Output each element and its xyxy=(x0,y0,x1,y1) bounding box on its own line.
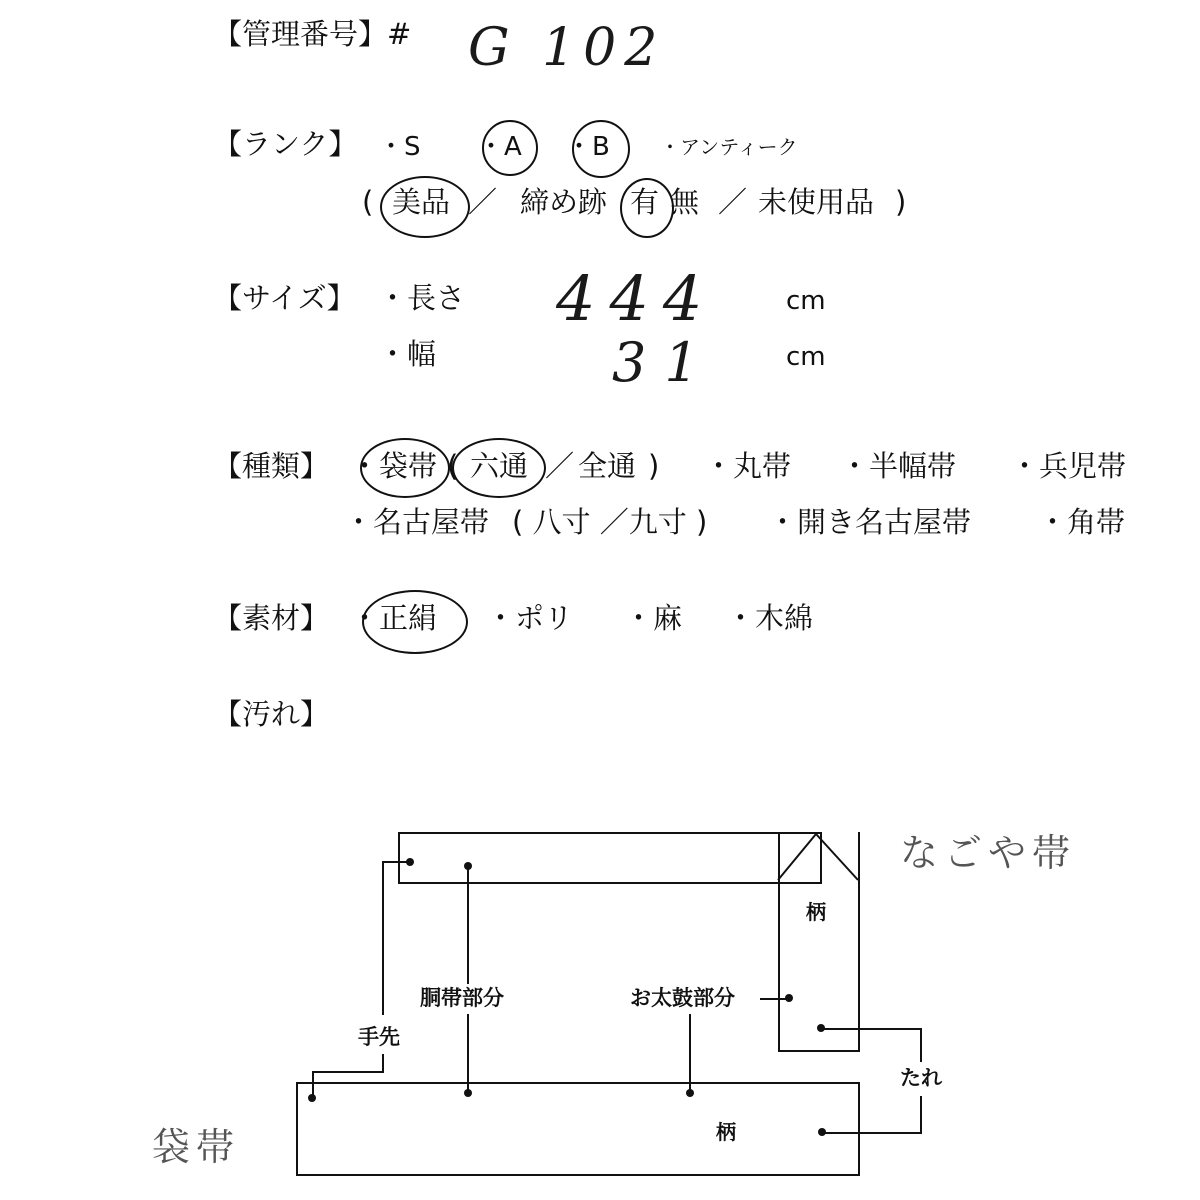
rank-option-s: ・S xyxy=(378,132,421,162)
type-fukuro: ・袋帯 xyxy=(350,449,438,483)
nagoya-title: なごや帯 xyxy=(900,831,1077,875)
stain-label: 【汚れ】 xyxy=(213,697,330,731)
size-label: 【サイズ】 xyxy=(213,281,356,315)
type-rokutsu: 六通 xyxy=(470,449,529,483)
type-label: 【種類】 xyxy=(213,449,330,483)
rank-option-a: ・A xyxy=(478,132,522,162)
type-zentsu: 全通 xyxy=(578,449,637,483)
tare-label: たれ xyxy=(900,1066,942,1090)
dotai-line-v2 xyxy=(467,1014,469,1092)
rank-option-antique: ・アンティーク xyxy=(660,135,798,159)
condition-mint: 美品 xyxy=(392,185,451,219)
length-value: 444 xyxy=(556,262,717,335)
tare-dot-bottom xyxy=(818,1128,826,1136)
material-hemp: ・麻 xyxy=(624,601,683,635)
tesaki-line-v2 xyxy=(382,1054,384,1072)
fukuro-obi-body xyxy=(296,1082,860,1176)
type-hiraki-nagoya: ・開き名古屋帯 xyxy=(768,505,972,539)
type-maru: ・丸帯 xyxy=(704,449,792,483)
type-fukuro-close: ) xyxy=(648,449,660,483)
type-nagoya-sizes: ( 八寸 ／九寸 ) xyxy=(512,505,708,539)
width-unit: cm xyxy=(786,342,826,372)
tesaki-label: 手先 xyxy=(358,1025,400,1049)
condition-sep-1: ／ xyxy=(468,185,498,219)
material-cotton: ・木綿 xyxy=(726,601,814,635)
rank-option-b: ・B xyxy=(566,132,610,162)
material-label: 【素材】 xyxy=(213,601,330,635)
material-poly: ・ポリ xyxy=(486,601,574,635)
type-kaku: ・角帯 xyxy=(1038,505,1126,539)
width-value: 31 xyxy=(612,331,717,394)
type-fukuro-open: ( xyxy=(447,449,459,483)
type-heko: ・兵児帯 xyxy=(1010,449,1127,483)
fukuro-title: 袋帯 xyxy=(152,1125,241,1169)
nagoya-obi-point xyxy=(776,830,860,884)
type-sep: ／ xyxy=(545,449,575,483)
type-nagoya: ・名古屋帯 xyxy=(344,505,490,539)
type-hanhaba: ・半幅帯 xyxy=(840,449,957,483)
rank-b-circle xyxy=(572,120,630,178)
condition-open: ( xyxy=(362,185,374,219)
condition-tie-marks: 締め跡 xyxy=(520,185,608,219)
tesaki-dot-bottom xyxy=(308,1094,316,1102)
fukuro-circle xyxy=(360,438,450,498)
dotai-label: 胴帯部分 xyxy=(420,986,504,1010)
condition-no: 無 xyxy=(670,185,700,219)
tesaki-line-v1 xyxy=(382,861,384,1015)
otaiko-line-v xyxy=(689,1014,691,1092)
width-label: ・幅 xyxy=(378,337,437,371)
condition-yes: 有 xyxy=(630,185,660,219)
tare-line-v1 xyxy=(920,1028,922,1062)
otaiko-dot-bottom xyxy=(686,1089,694,1097)
rokutsu-circle xyxy=(452,438,546,498)
rank-label: 【ランク】 xyxy=(213,127,358,161)
id-label: 【管理番号】# xyxy=(213,17,412,51)
nagoya-obi-body xyxy=(398,832,822,884)
otaiko-line-h xyxy=(760,998,788,1000)
silk-circle xyxy=(362,590,468,654)
rank-a-circle xyxy=(482,120,538,176)
condition-unused: 未使用品 xyxy=(758,185,875,219)
length-unit: cm xyxy=(786,286,826,316)
tare-line-h1 xyxy=(822,1028,922,1030)
material-silk: ・正絹 xyxy=(350,601,438,635)
length-label: ・長さ xyxy=(378,281,466,315)
tare-line-h2 xyxy=(824,1132,922,1134)
tesaki-line-h2 xyxy=(312,1071,384,1073)
condition-close: ) xyxy=(895,185,907,219)
id-value: G 102 xyxy=(468,18,666,78)
otaiko-label: お太鼓部分 xyxy=(630,986,735,1010)
tare-line-v2 xyxy=(920,1096,922,1134)
nagoya-pattern-label: 柄 xyxy=(806,900,826,924)
tesaki-line-h xyxy=(382,861,410,863)
dotai-dot-bottom xyxy=(464,1089,472,1097)
dotai-line-v1 xyxy=(467,866,469,984)
yes-circle xyxy=(620,178,674,238)
otaiko-dot-top xyxy=(785,994,793,1002)
condition-sep-2: ／ xyxy=(718,185,748,219)
mint-circle xyxy=(380,176,470,238)
fukuro-pattern-label: 柄 xyxy=(716,1120,736,1144)
